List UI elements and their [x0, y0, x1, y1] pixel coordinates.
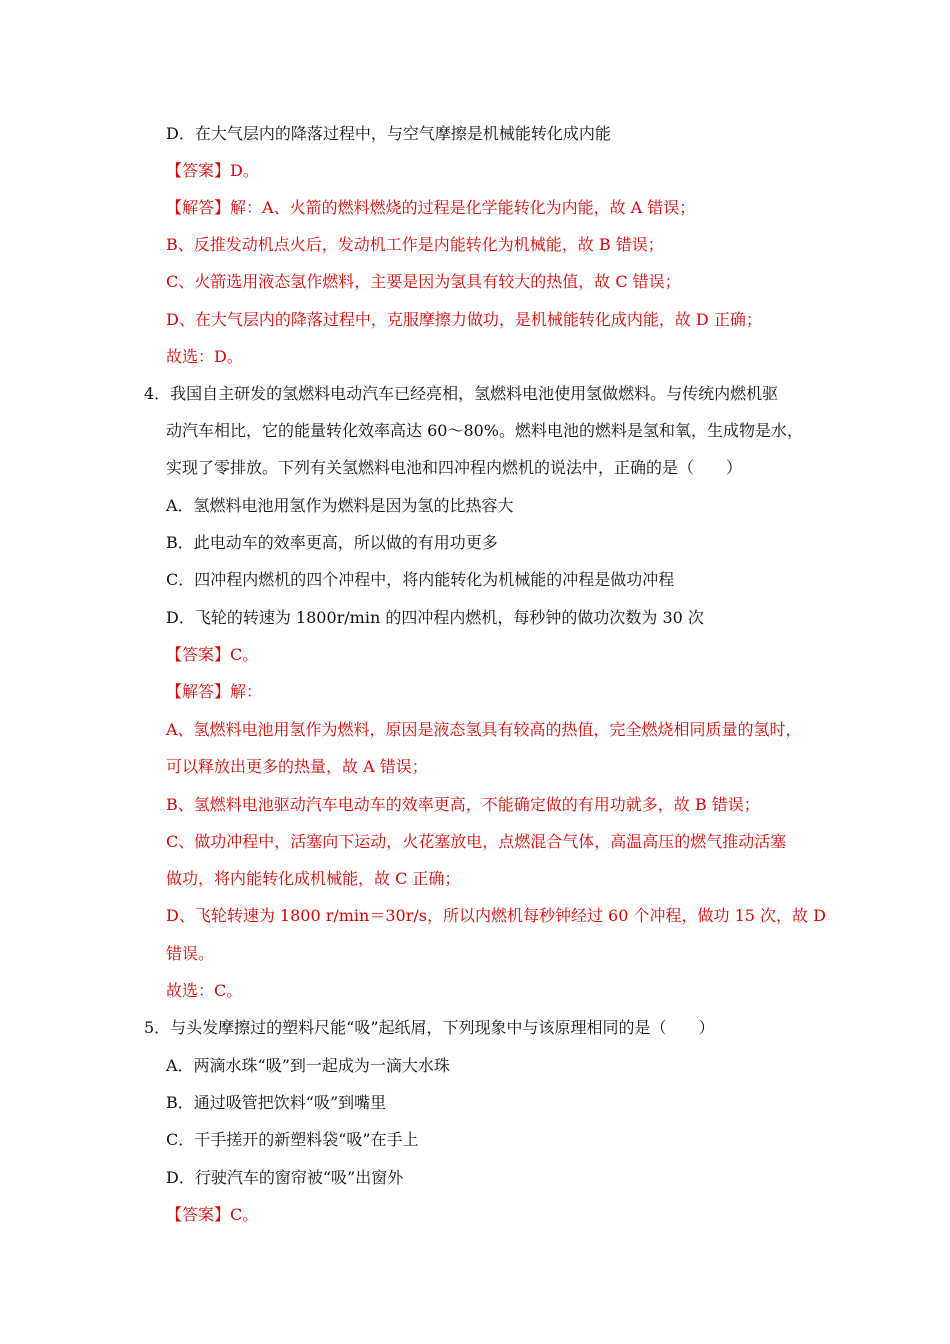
q5-option-a: A．两滴水珠“吸”到一起成为一滴大水珠 [166, 1056, 450, 1075]
q4-analysis-d-line2: 错误。 [166, 944, 215, 963]
q4-answer-value: C。 [230, 645, 259, 664]
q5-answer [166, 1205, 258, 1227]
q5-answer-tag: 【答案】 [166, 1205, 231, 1224]
q3-option-d: D．在大气层内的降落过程中，与空气摩擦是机械能转化成内能 [166, 124, 611, 143]
q3-analysis-c: C、火箭选用液态氢作燃料，主要是因为氢具有较大的热值，故 C 错误； [166, 272, 681, 291]
q3-answer-value: D。 [230, 161, 259, 180]
q5-option-b: B．通过吸管把饮料“吸”到嘴里 [166, 1093, 387, 1112]
q4-analysis-c-line2: 做功，将内能转化成机械能，故 C 正确； [166, 869, 461, 888]
q5-stem: 5．与头发摩擦过的塑料尺能“吸”起纸屑，下列现象中与该原理相同的是（ ） [144, 1018, 715, 1037]
q4-answer [166, 645, 258, 667]
q4-analysis-a-line2: 可以释放出更多的热量，故 A 错误； [166, 757, 428, 776]
q4-stem-line2: 动汽车相比，它的能量转化效率高达 60～80%。燃料电池的燃料是氢和氧，生成物是水， [166, 421, 804, 440]
q4-stem-line1: 4．我国自主研发的氢燃料电动汽车已经亮相，氢燃料电池使用氢做燃料。与传统内燃机驱 [144, 384, 779, 403]
q5-answer-value: C。 [230, 1205, 259, 1224]
q4-choice: 故选：C。 [166, 981, 243, 1000]
q3-analysis-intro-text: 解：A、火箭的燃料燃烧的过程是化学能转化为内能，故 A 错误； [230, 198, 696, 217]
q5-option-c: C．干手搓开的新塑料袋“吸”在手上 [166, 1130, 419, 1149]
q3-choice: 故选：D。 [166, 347, 243, 366]
q3-answer-tag: 【答案】 [166, 161, 231, 180]
q4-analysis-intro-text: 解： [230, 682, 263, 701]
q4-analysis-a-line1: A、氢燃料电池用氢作为燃料，原因是液态氢具有较高的热值，完全燃烧相同质量的氢时， [166, 720, 802, 739]
q3-analysis-d: D、在大气层内的降落过程中，克服摩擦力做功，是机械能转化成内能，故 D 正确； [166, 310, 762, 329]
q3-analysis-intro [166, 198, 695, 220]
q3-answer [166, 161, 259, 183]
q4-analysis-tag: 【解答】 [166, 682, 231, 701]
q4-answer-tag: 【答案】 [166, 645, 231, 664]
q4-option-c: C．四冲程内燃机的四个冲程中，将内能转化为机械能的冲程是做功冲程 [166, 570, 675, 589]
q4-analysis-d-line1: D、飞轮转速为 1800 r/min＝30r/s，所以内燃机每秒钟经过 60 个冲程，做功 15 次，故 D [166, 906, 826, 925]
q4-analysis-intro [166, 682, 262, 704]
q4-analysis-c-line1: C、做功冲程中，活塞向下运动，火花塞放电，点燃混合气体，高温高压的燃气推动活塞 [166, 832, 787, 851]
q4-option-b: B．此电动车的效率更高，所以做的有用功更多 [166, 533, 498, 552]
q4-stem-line3: 实现了零排放。下列有关氢燃料电池和四冲程内燃机的说法中，正确的是（ ） [166, 458, 743, 477]
q3-analysis-b: B、反推发动机点火后，发动机工作是内能转化为机械能，故 B 错误； [166, 235, 664, 254]
q4-analysis-b: B、氢燃料电池驱动汽车电动车的效率更高，不能确定做的有用功就多，故 B 错误； [166, 795, 760, 814]
q3-analysis-tag: 【解答】 [166, 198, 231, 217]
q5-option-d: D．行驶汽车的窗帘被“吸”出窗外 [166, 1168, 404, 1187]
q4-option-d: D．飞轮的转速为 1800r/min 的四冲程内燃机，每秒钟的做功次数为 30 次 [166, 608, 704, 627]
q4-option-a: A．氢燃料电池用氢作为燃料是因为氢的比热容大 [166, 496, 514, 515]
